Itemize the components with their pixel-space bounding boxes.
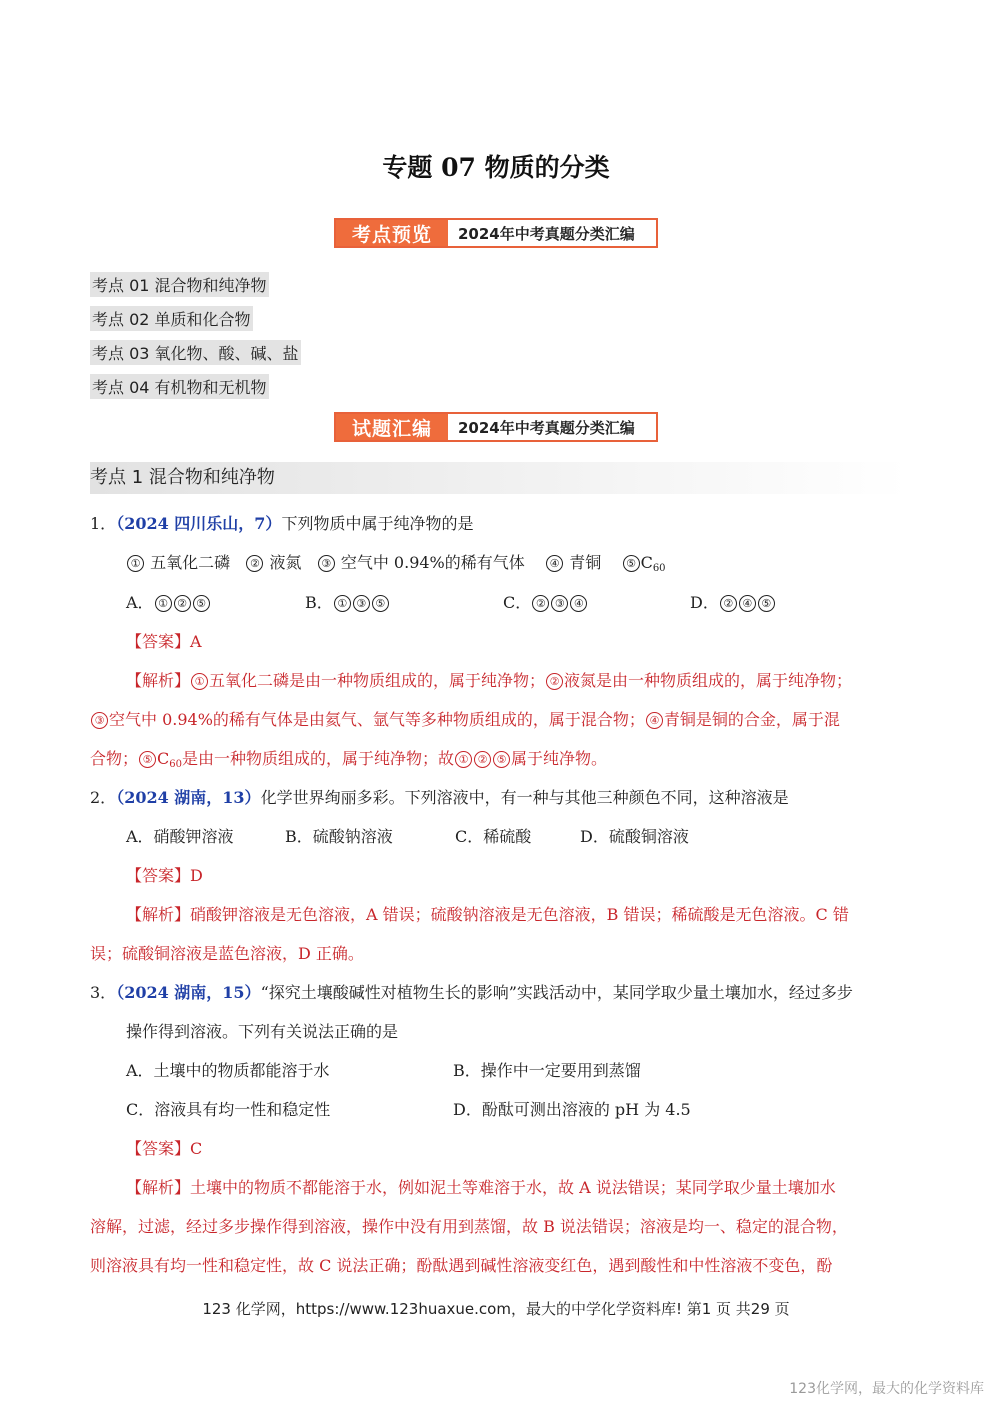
option-c: C．稀硫酸 (455, 827, 532, 846)
explanation-line: 误；硫酸铜溶液是蓝色溶液，D 正确。 (90, 944, 364, 963)
explanation-line (126, 904, 849, 926)
circle-5: ⑤ (758, 595, 775, 612)
option-label: B． (305, 593, 333, 612)
circle-4: ④ (546, 555, 563, 572)
subscript: 60 (652, 563, 666, 574)
option-label: C． (503, 593, 532, 612)
preview-banner (334, 218, 658, 248)
circle-1: ① (127, 555, 144, 572)
banner-tag: 考点预览 (336, 220, 448, 246)
circle-2: ② (720, 595, 737, 612)
question-stem-cont: 操作得到溶液。下列有关说法正确的是 (126, 1022, 399, 1041)
circle-1: ① (455, 751, 472, 768)
explanation-line: 溶解，过滤，经过多步操作得到溶液，操作中没有用到蒸馏，故 B 说法错误；溶液是均一、稳定的混合物， (90, 1217, 848, 1236)
option-c: C．溶液具有均一性和稳定性 (126, 1100, 331, 1119)
explanation-text: 五氧化二磷是由一种物质组成的，属于纯净物； (209, 671, 546, 690)
kaodian-item: 考点 04 有机物和无机物 (90, 374, 269, 399)
question-stem: “探究土壤酸碱性对植物生长的影响”实践活动中，某同学取少量土壤加水，经过多步 (260, 983, 853, 1002)
explanation-text: 液氮是由一种物质组成的，属于纯净物； (564, 671, 853, 690)
explanation-text: 硝酸钾溶液是无色溶液，A 错误；硫酸钠溶液是无色溶液，B 错误；稀硫酸是无色溶液。C 错 (190, 905, 849, 924)
explanation-line (90, 709, 840, 731)
circle-4: ④ (646, 712, 663, 729)
item-text: 五氧化二磷 (150, 553, 231, 572)
page-footer: 123 化学网，https://www.123huaxue.com，最大的中学化学资料库! 第1 页 共29 页 (202, 1300, 790, 1318)
circle-1: ① (334, 595, 351, 612)
answer: 【答案】A (126, 632, 202, 651)
explanation-label: 【解析】 (126, 671, 191, 690)
explanation-text: 属于纯净物。 (511, 749, 608, 768)
answer: 【答案】D (126, 866, 203, 885)
explanation-text: 是由一种物质组成的，属于纯净物；故 (182, 749, 455, 768)
explanation-line (126, 670, 852, 692)
banner-tag: 试题汇编 (336, 414, 448, 440)
circle-3: ③ (551, 595, 568, 612)
option-label: A． (126, 593, 154, 612)
subscript: 60 (169, 759, 182, 770)
question-stem: 下列物质中属于纯净物的是 (281, 514, 474, 533)
circle-3: ③ (318, 555, 335, 572)
option-b: B．硫酸钠溶液 (285, 827, 393, 846)
explanation-text: 合物； (90, 749, 139, 768)
option-c (503, 592, 588, 614)
circle-1: ① (155, 595, 172, 612)
question-source: （2024 四川乐山，7） (116, 514, 282, 533)
question-stem: 化学世界绚丽多彩。下列溶液中，有一种与其他三种颜色不同，这种溶液是 (260, 788, 789, 807)
kaodian-item: 考点 01 混合物和纯净物 (90, 272, 269, 297)
question-number: 3． (90, 983, 117, 1002)
item-text: 液氮 (269, 553, 302, 572)
circle-5: ⑤ (623, 555, 640, 572)
explanation-line: 则溶液具有均一性和稳定性，故 C 说法正确；酚酞遇到碱性溶液变红色，遇到酸性和中性溶液不变色，酚 (90, 1256, 833, 1275)
circle-2: ② (246, 555, 263, 572)
item-text: 青铜 (569, 553, 602, 572)
circle-5: ⑤ (139, 751, 156, 768)
option-d: D．酚酞可测出溶液的 pH 为 4.5 (453, 1100, 691, 1119)
explanation-text: 青铜是铜的合金，属于混 (663, 710, 840, 729)
question-source: （2024 湖南，13） (116, 788, 261, 807)
item-text: 空气中 0.94%的稀有气体 (340, 553, 525, 572)
circle-3: ③ (91, 712, 108, 729)
circle-1: ① (191, 673, 208, 690)
circle-5: ⑤ (372, 595, 389, 612)
option-a: A．硝酸钾溶液 (126, 827, 234, 846)
section-heading (90, 462, 908, 494)
explanation-line (126, 1177, 836, 1199)
circle-2: ② (532, 595, 549, 612)
circle-2: ② (174, 595, 191, 612)
kaodian-item: 考点 02 单质和化合物 (90, 306, 253, 331)
watermark: 123化学网，最大的化学资料库 (789, 1381, 984, 1397)
circle-4: ④ (570, 595, 587, 612)
page-title: 专题 07 物质的分类 (382, 153, 610, 182)
option-label: D． (690, 593, 719, 612)
explanation-label: 【解析】 (126, 905, 191, 924)
circle-5: ⑤ (493, 751, 510, 768)
explanation-label: 【解析】 (126, 1178, 191, 1197)
circle-4: ④ (739, 595, 756, 612)
circle-5: ⑤ (193, 595, 210, 612)
circle-2: ② (546, 673, 563, 690)
option-b (305, 592, 390, 614)
question-number: 1． (90, 514, 117, 533)
section-title: 考点 1 混合物和纯净物 (90, 467, 275, 488)
option-a: A．土壤中的物质都能溶于水 (126, 1061, 330, 1080)
question-3 (90, 982, 853, 1004)
question-2 (90, 787, 789, 809)
questions-banner (334, 412, 658, 442)
circle-2: ② (474, 751, 491, 768)
explanation-text: C (157, 749, 170, 768)
explanation-line (90, 748, 607, 770)
option-d: D．硫酸铜溶液 (580, 827, 689, 846)
banner-subtitle: 2024年中考真题分类汇编 (458, 418, 635, 437)
option-d (690, 592, 776, 614)
item-text: C (640, 553, 653, 572)
q1-items (126, 552, 666, 574)
question-number: 2． (90, 788, 117, 807)
explanation-text: 土壤中的物质不都能溶于水，例如泥土等难溶于水，故 A 说法错误；某同学取少量土壤加水 (190, 1178, 836, 1197)
circle-3: ③ (353, 595, 370, 612)
answer: 【答案】C (126, 1139, 203, 1158)
banner-subtitle: 2024年中考真题分类汇编 (458, 224, 635, 243)
option-b: B．操作中一定要用到蒸馏 (453, 1061, 641, 1080)
option-a (126, 592, 211, 614)
explanation-text: 空气中 0.94%的稀有气体是由氦气、氩气等多种物质组成的，属于混合物； (109, 710, 645, 729)
question-source: （2024 湖南，15） (116, 983, 261, 1002)
kaodian-item: 考点 03 氧化物、酸、碱、盐 (90, 340, 301, 365)
question-1 (90, 513, 473, 535)
